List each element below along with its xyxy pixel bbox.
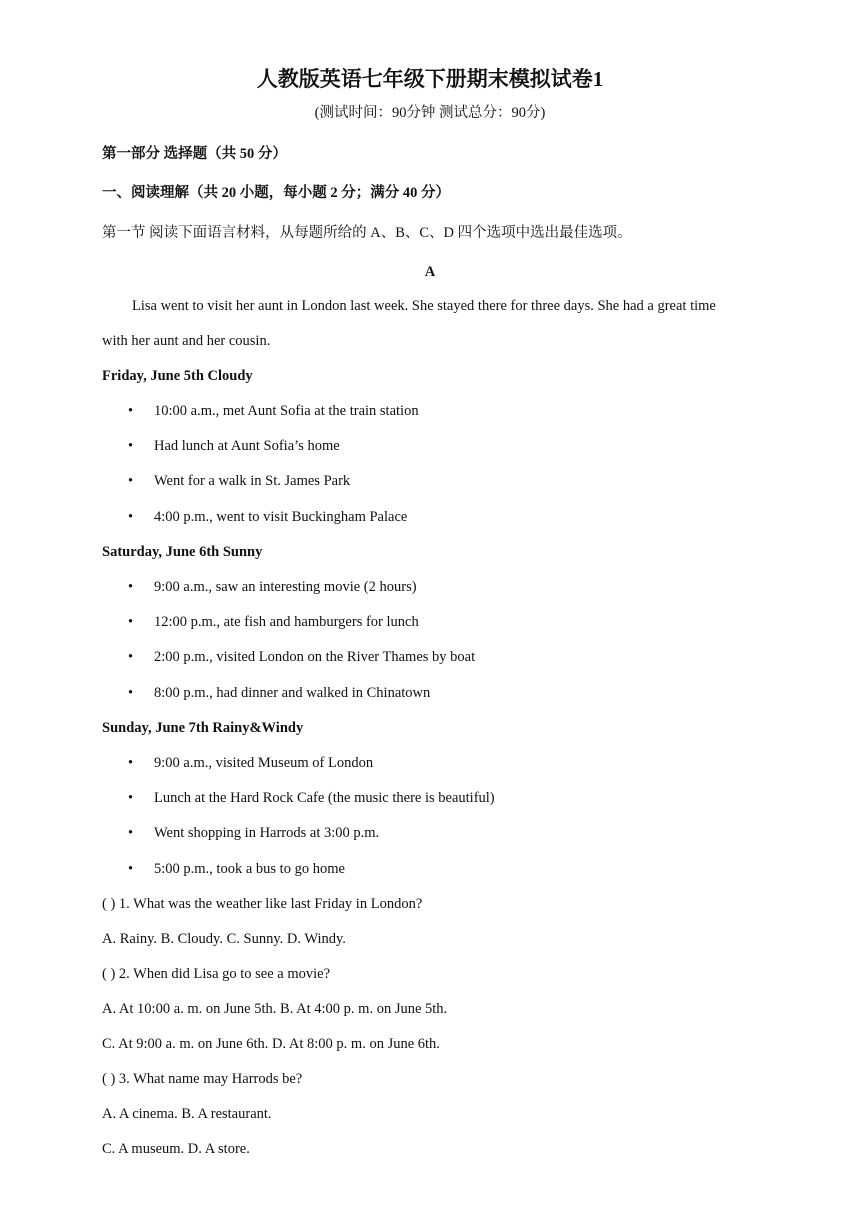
part-heading: 第一部分 选择题（共 50 分） (102, 146, 287, 162)
question-1-options: A. Rainy. B. Cloudy. C. Sunny. D. Windy. (102, 931, 346, 947)
question-3-options: C. A museum. D. A store. (102, 1141, 250, 1157)
day-heading: Saturday, June 6th Sunny (102, 544, 263, 560)
day-heading: Friday, June 5th Cloudy (102, 368, 253, 384)
section-heading: 一、阅读理解（共 20 小题，每小题 2 分；满分 40 分） (102, 185, 450, 201)
question-2-options: A. At 10:00 a. m. on June 5th. B. At 4:00 p. m. on June 5th. (102, 1001, 448, 1017)
passage-intro: Lisa went to visit her aunt in London last week. She stayed there for three days. She had a great time (132, 298, 716, 314)
instruction-text: 第一节 阅读下面语言材料，从每题所给的 A、B、C、D 四个选项中选出最佳选项。 (102, 225, 632, 241)
test-info: (测试时间：90分钟 测试总分：90分) (314, 105, 546, 121)
page-title: 人教版英语七年级下册期末模拟试卷1 (256, 67, 604, 91)
question-3-options: A. A cinema. B. A restaurant. (102, 1106, 272, 1122)
passage-intro-cont: with her aunt and her cousin. (102, 333, 271, 349)
passage-label: A (424, 264, 436, 280)
question-1: ( ) 1. What was the weather like last Friday in London? (102, 896, 423, 912)
question-3: ( ) 3. What name may Harrods be? (102, 1071, 303, 1087)
question-2: ( ) 2. When did Lisa go to see a movie? (102, 966, 331, 982)
question-2-options: C. At 9:00 a. m. on June 6th. D. At 8:00 p. m. on June 6th. (102, 1036, 440, 1052)
day-heading: Sunday, June 7th Rainy&Windy (102, 720, 304, 736)
